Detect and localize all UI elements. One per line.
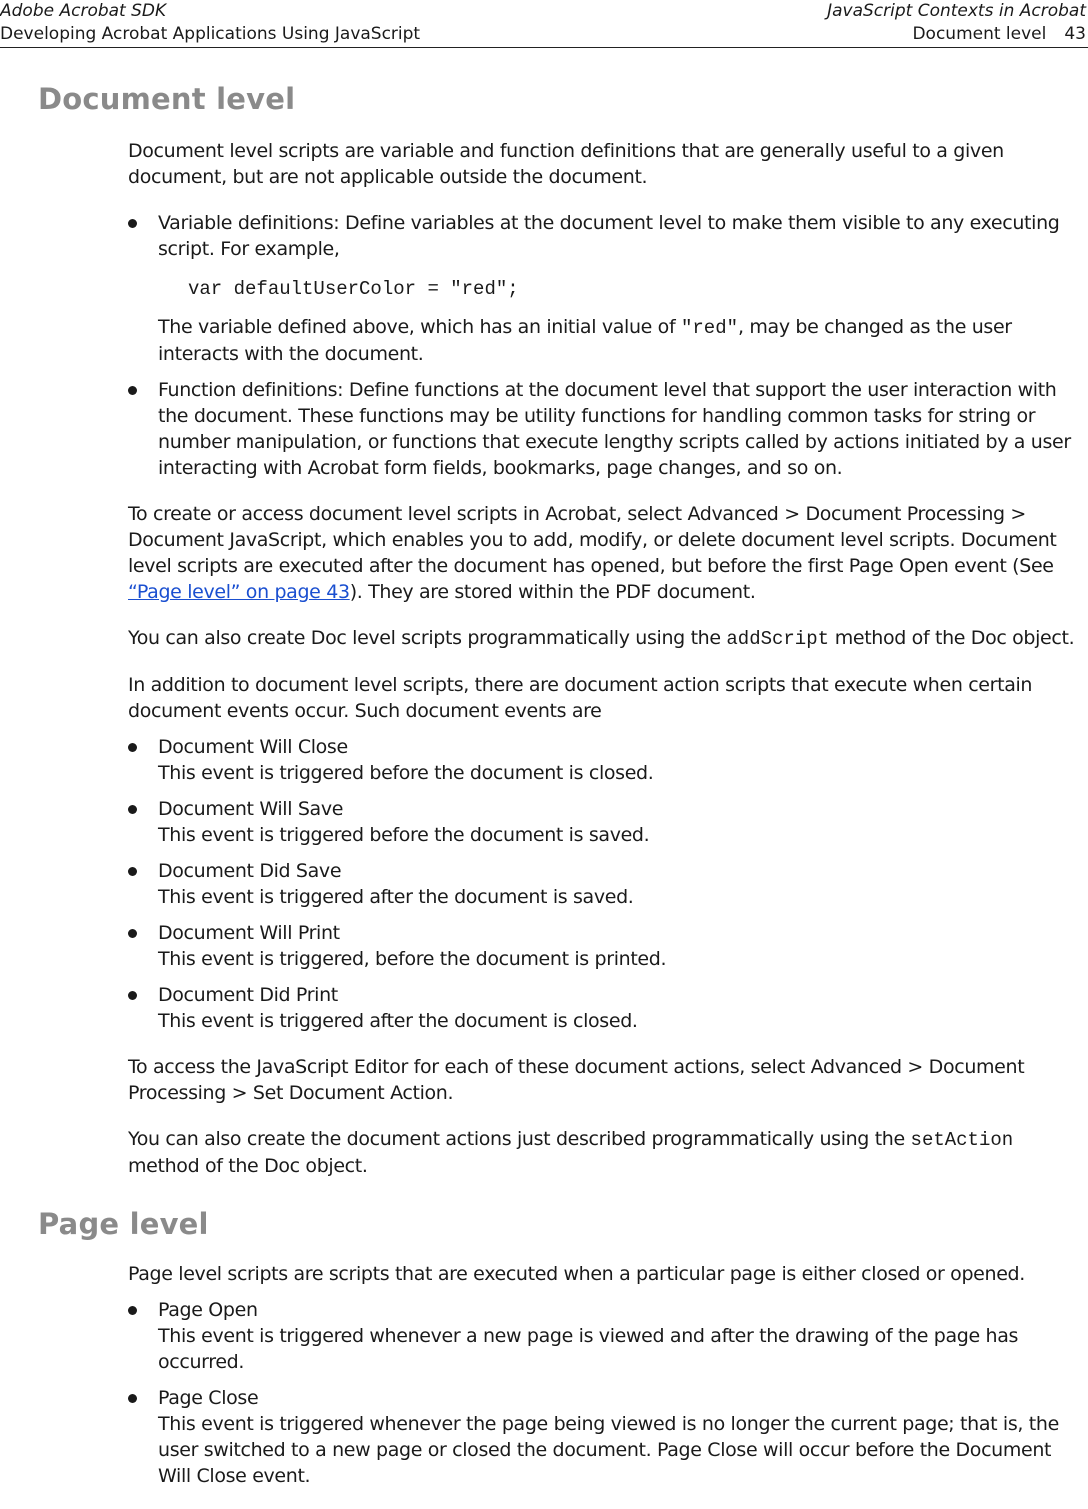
event-description: This event is triggered after the document is saved. bbox=[158, 886, 634, 908]
document-actions-paragraph: In addition to document level scripts, there are document action scripts that execute when certain document events occur. Such document events are bbox=[128, 674, 1033, 722]
list-item bbox=[128, 1385, 1088, 1489]
section-body-page-level bbox=[128, 1261, 1088, 1489]
text-run: You can also create Doc level scripts programmatically using the bbox=[128, 627, 727, 649]
page-content bbox=[38, 80, 1086, 1509]
list-item bbox=[128, 920, 1088, 972]
page-level-link[interactable]: “Page level” on page 43 bbox=[128, 581, 350, 603]
variable-definitions-text: Variable definitions: Define variables at the document level to make them visible to any executing script. For example, bbox=[158, 212, 1060, 260]
page-events-list bbox=[128, 1297, 1088, 1489]
page-level-intro: Page level scripts are scripts that are executed when a particular page is either closed or opened. bbox=[128, 1263, 1025, 1285]
list-item-variable-definitions bbox=[128, 210, 1088, 367]
bullet-icon bbox=[128, 219, 137, 228]
addscript-paragraph bbox=[128, 625, 1088, 652]
event-description: This event is triggered before the document is saved. bbox=[158, 824, 650, 846]
text-run: ). They are stored within the PDF document. bbox=[349, 581, 756, 603]
inline-code-setaction: setAction bbox=[910, 1129, 1014, 1151]
bullet-icon bbox=[128, 991, 137, 1000]
function-definitions-text: Function definitions: Define functions at the document level that support the user interaction with the document. These functions may be utility functions for handling common tasks for string or number manipulation, or functions that execute lengthy scripts called by actions initiated by a user interacting with Acrobat form fields, bookmarks, page changes, and so on. bbox=[158, 379, 1071, 479]
page-header bbox=[0, 0, 1088, 48]
section-page-level bbox=[38, 1205, 1086, 1489]
text-run: , may be changed as the user interacts with the document. bbox=[158, 316, 1012, 365]
header-book-title: Adobe Acrobat SDK bbox=[0, 1, 167, 21]
header-book-subtitle: Developing Acrobat Applications Using JavaScript bbox=[0, 24, 421, 44]
event-name: Document Will Print bbox=[158, 922, 340, 944]
definition-list bbox=[128, 210, 1088, 481]
variable-explanation bbox=[158, 314, 1088, 367]
event-name: Document Will Close bbox=[158, 736, 348, 758]
javascript-editor-paragraph: To access the JavaScript Editor for each of these document actions, select Advanced > Document Processing > Set Document Action. bbox=[128, 1056, 1025, 1104]
bullet-icon bbox=[128, 743, 137, 752]
header-rule bbox=[0, 47, 1088, 48]
header-chapter-title: JavaScript Contexts in Acrobat bbox=[827, 1, 1086, 21]
event-description: This event is triggered after the document is closed. bbox=[158, 1010, 638, 1032]
event-description: This event is triggered before the document is closed. bbox=[158, 762, 654, 784]
text-run: method of the Doc object. bbox=[829, 627, 1075, 649]
list-item bbox=[128, 1297, 1088, 1375]
page-number: 43 bbox=[1064, 24, 1086, 44]
event-name: Page Open bbox=[158, 1299, 258, 1321]
bullet-icon bbox=[128, 1306, 137, 1315]
code-example: var defaultUserColor = "red"; bbox=[188, 278, 519, 300]
create-scripts-paragraph bbox=[128, 501, 1088, 605]
header-section-info bbox=[912, 23, 1086, 45]
list-item bbox=[128, 796, 1088, 848]
list-item bbox=[128, 734, 1088, 786]
event-description: This event is triggered whenever the page being viewed is no longer the current page; that is, the user switched to a new page or closed the document. Page Close will occur before the Document Will Close event. bbox=[158, 1413, 1059, 1487]
list-item-function-definitions bbox=[128, 377, 1088, 481]
event-name: Page Close bbox=[158, 1387, 259, 1409]
event-name: Document Did Save bbox=[158, 860, 342, 882]
bullet-icon bbox=[128, 386, 137, 395]
section-body-document-level bbox=[128, 138, 1088, 1179]
event-name: Document Will Save bbox=[158, 798, 344, 820]
text-run: To create or access document level scripts in Acrobat, select Advanced > Document Processing > Document JavaScript, which enables you to add, modify, or delete document level scripts. Document level scripts are executed after the document has opened, but before the first Page Open event (See bbox=[128, 503, 1057, 577]
event-description: This event is triggered, before the document is printed. bbox=[158, 948, 667, 970]
inline-code-red: "red" bbox=[680, 317, 738, 339]
list-item bbox=[128, 982, 1088, 1034]
event-name: Document Did Print bbox=[158, 984, 338, 1006]
bullet-icon bbox=[128, 867, 137, 876]
setaction-paragraph bbox=[128, 1126, 1088, 1179]
section-heading-page-level: Page level bbox=[38, 1207, 209, 1241]
bullet-icon bbox=[128, 805, 137, 814]
inline-code-addscript: addScript bbox=[726, 628, 830, 650]
header-section-title: Document level bbox=[912, 24, 1047, 44]
event-description: This event is triggered whenever a new page is viewed and after the drawing of the page has occurred. bbox=[158, 1325, 1019, 1373]
intro-paragraph: Document level scripts are variable and function definitions that are generally useful to a given document, but are not applicable outside the document. bbox=[128, 140, 1004, 188]
section-heading-document-level: Document level bbox=[38, 82, 296, 116]
text-run: You can also create the document actions just described programmatically using the bbox=[128, 1128, 911, 1150]
bullet-icon bbox=[128, 1394, 137, 1403]
document-events-list bbox=[128, 734, 1088, 1034]
list-item bbox=[128, 858, 1088, 910]
text-run: The variable defined above, which has an initial value of bbox=[158, 316, 681, 338]
bullet-icon bbox=[128, 929, 137, 938]
text-run: method of the Doc object. bbox=[128, 1155, 368, 1177]
